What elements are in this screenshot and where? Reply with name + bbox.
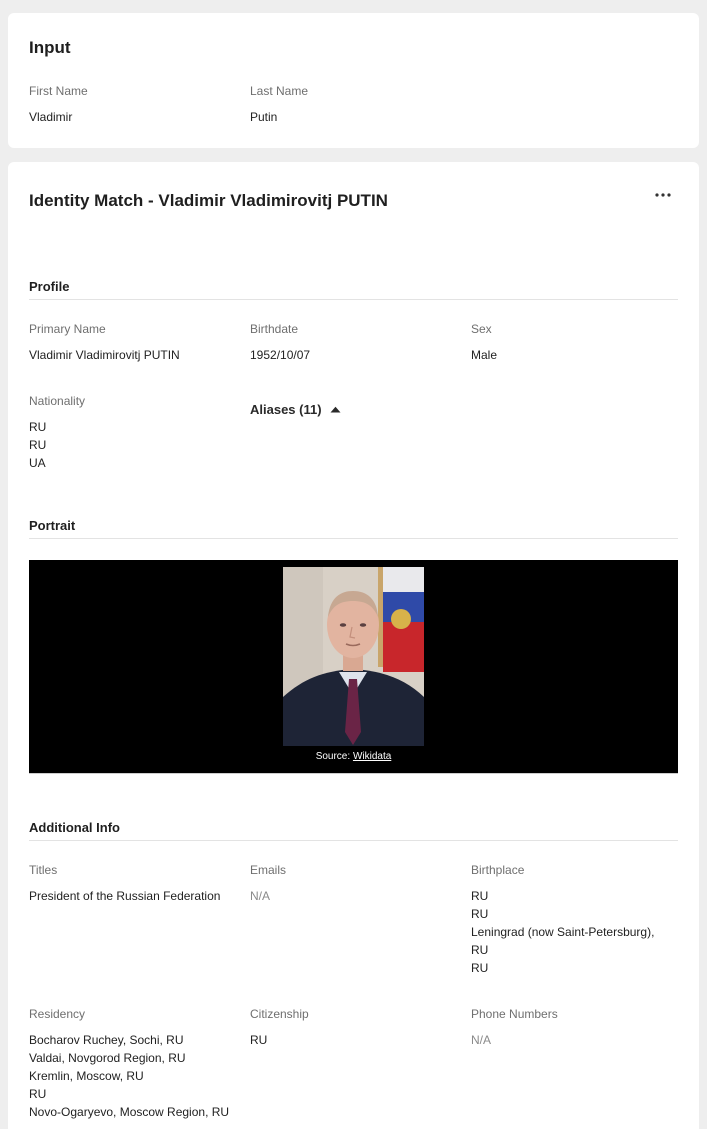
birthdate-value: 1952/10/07	[250, 348, 311, 362]
birthplace-values	[471, 887, 676, 977]
birthdate-field	[250, 321, 465, 364]
sex-value: Male	[471, 348, 498, 362]
residency-value: Novo-Ogaryevo, Moscow Region, RU	[29, 1105, 230, 1119]
identity-match-card	[8, 162, 699, 1129]
birthplace-value: RU	[471, 907, 489, 921]
birthplace-value: Leningrad (now Saint-Petersburg),	[471, 925, 655, 939]
last-name-label: Last Name	[250, 84, 309, 98]
birthplace-value: RU	[471, 961, 489, 975]
portrait-image	[283, 567, 424, 746]
emails-label: Emails	[250, 863, 287, 877]
aliases-label: Aliases (11)	[250, 402, 322, 417]
residency-label: Residency	[29, 1007, 86, 1021]
nationality-values	[29, 418, 244, 472]
first-name-label: First Name	[29, 84, 88, 98]
portrait-frame	[29, 560, 678, 774]
phone-numbers-field	[471, 1006, 686, 1049]
nationality-value: RU	[29, 438, 47, 452]
first-name-field	[29, 83, 244, 126]
nationality-value: UA	[29, 456, 46, 470]
birthplace-label: Birthplace	[471, 863, 525, 877]
residency-value: Kremlin, Moscow, RU	[29, 1069, 144, 1083]
residency-values	[29, 1031, 244, 1121]
aliases-toggle[interactable]	[250, 402, 341, 417]
nationality-label: Nationality	[29, 394, 86, 408]
phone-numbers-label: Phone Numbers	[471, 1007, 558, 1021]
sex-label: Sex	[471, 322, 492, 336]
citizenship-label: Citizenship	[250, 1007, 309, 1021]
residency-value: Valdai, Novgorod Region, RU	[29, 1051, 186, 1065]
citizenship-value: RU	[250, 1033, 268, 1047]
residency-value: RU	[29, 1087, 47, 1101]
titles-label: Titles	[29, 863, 58, 877]
nationality-field	[29, 393, 244, 472]
primary-name-field	[29, 321, 244, 364]
primary-name-value: Vladimir Vladimirovitj PUTIN	[29, 348, 180, 362]
titles-field	[29, 862, 244, 905]
portrait-section-title: Portrait	[29, 518, 678, 539]
emails-value: N/A	[250, 889, 271, 903]
input-card	[8, 13, 699, 148]
residency-field	[29, 1006, 244, 1121]
caret-up-icon	[330, 406, 341, 413]
residency-value: Bocharov Ruchey, Sochi, RU	[29, 1033, 184, 1047]
primary-name-label: Primary Name	[29, 322, 106, 336]
emails-field	[250, 862, 465, 905]
more-options-button[interactable]	[653, 188, 673, 202]
nationality-value: RU	[29, 420, 47, 434]
profile-section-title: Profile	[29, 279, 678, 300]
birthdate-label: Birthdate	[250, 322, 299, 336]
last-name-field	[250, 83, 465, 126]
phone-numbers-value: N/A	[471, 1033, 492, 1047]
match-title: Identity Match - Vladimir Vladimirovitj PUTIN	[29, 191, 388, 210]
sex-field	[471, 321, 686, 364]
birthplace-value: RU	[471, 889, 489, 903]
titles-value: President of the Russian Federation	[29, 889, 221, 903]
birthplace-value: RU	[471, 943, 489, 957]
portrait-source-prefix: Source:	[315, 751, 351, 762]
portrait-source	[29, 751, 678, 762]
first-name-value: Vladimir	[29, 110, 73, 124]
citizenship-field	[250, 1006, 465, 1049]
wikidata-link[interactable]: Wikidata	[352, 751, 392, 762]
ellipsis-icon	[655, 193, 671, 197]
additional-info-section-title: Additional Info	[29, 820, 678, 841]
input-title: Input	[29, 38, 71, 57]
last-name-value: Putin	[250, 110, 278, 124]
birthplace-field	[471, 862, 676, 977]
